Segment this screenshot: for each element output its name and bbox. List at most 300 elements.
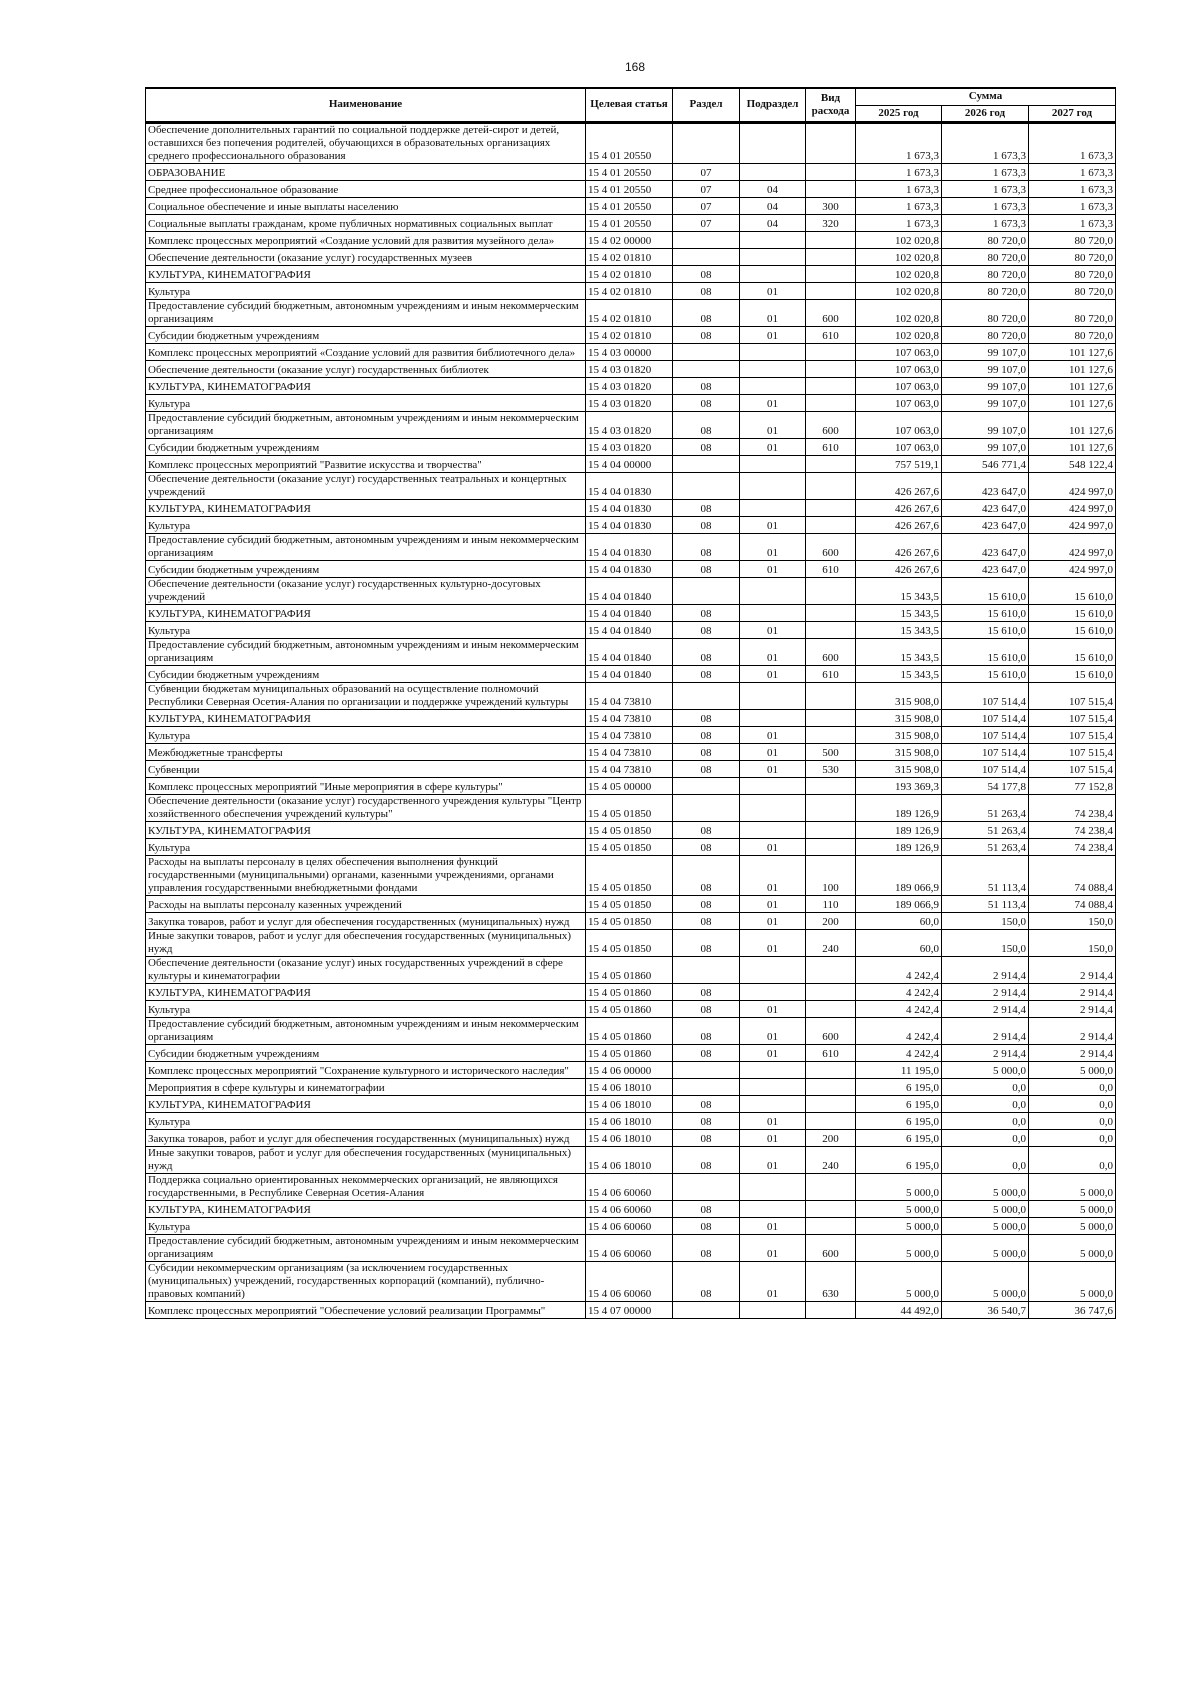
table-row bbox=[146, 499, 1116, 516]
row-sum-2025: 4 242,4 bbox=[856, 956, 942, 983]
row-target-article: 15 4 06 00000 bbox=[586, 1061, 673, 1078]
row-sum-2026: 1 673,3 bbox=[942, 197, 1029, 214]
row-name: Субсидии бюджетным учреждениям bbox=[146, 1044, 586, 1061]
row-target-article: 15 4 01 20550 bbox=[586, 197, 673, 214]
table-row bbox=[146, 821, 1116, 838]
row-sum-2026: 423 647,0 bbox=[942, 560, 1029, 577]
row-subsection: 01 bbox=[740, 1000, 806, 1017]
row-sum-2025: 15 343,5 bbox=[856, 621, 942, 638]
row-name: Предоставление субсидий бюджетным, автономным учреждениям и иным некоммерческим организациям bbox=[146, 299, 586, 326]
row-sum-2026: 15 610,0 bbox=[942, 577, 1029, 604]
row-expense-type bbox=[806, 282, 856, 299]
row-sum-2027: 5 000,0 bbox=[1029, 1261, 1116, 1301]
row-sum-2026: 107 514,4 bbox=[942, 682, 1029, 709]
row-sum-2026: 15 610,0 bbox=[942, 621, 1029, 638]
row-expense-type bbox=[806, 1061, 856, 1078]
row-sum-2027: 424 997,0 bbox=[1029, 499, 1116, 516]
row-section: 08 bbox=[673, 499, 740, 516]
header-subsection: Подраздел bbox=[740, 88, 806, 122]
row-sum-2025: 189 066,9 bbox=[856, 855, 942, 895]
row-expense-type bbox=[806, 621, 856, 638]
row-sum-2025: 6 195,0 bbox=[856, 1146, 942, 1173]
row-sum-2026: 0,0 bbox=[942, 1129, 1029, 1146]
row-sum-2027: 1 673,3 bbox=[1029, 180, 1116, 197]
row-target-article: 15 4 05 01850 bbox=[586, 794, 673, 821]
row-subsection: 01 bbox=[740, 326, 806, 343]
row-sum-2027: 5 000,0 bbox=[1029, 1234, 1116, 1261]
row-section: 08 bbox=[673, 265, 740, 282]
row-section: 08 bbox=[673, 299, 740, 326]
row-name: КУЛЬТУРА, КИНЕМАТОГРАФИЯ bbox=[146, 499, 586, 516]
table-row bbox=[146, 197, 1116, 214]
row-section: 08 bbox=[673, 726, 740, 743]
row-section bbox=[673, 472, 740, 499]
budget-table bbox=[145, 87, 1116, 1319]
row-subsection: 01 bbox=[740, 621, 806, 638]
row-subsection: 01 bbox=[740, 638, 806, 665]
row-name: Закупка товаров, работ и услуг для обеспечения государственных (муниципальных) нужд bbox=[146, 1129, 586, 1146]
row-name: Культура bbox=[146, 1000, 586, 1017]
table-row bbox=[146, 743, 1116, 760]
row-sum-2026: 80 720,0 bbox=[942, 248, 1029, 265]
table-row bbox=[146, 248, 1116, 265]
row-section bbox=[673, 248, 740, 265]
table-row bbox=[146, 214, 1116, 231]
row-sum-2027: 101 127,6 bbox=[1029, 343, 1116, 360]
row-section bbox=[673, 343, 740, 360]
row-expense-type bbox=[806, 1095, 856, 1112]
row-sum-2025: 60,0 bbox=[856, 912, 942, 929]
row-target-article: 15 4 04 01830 bbox=[586, 499, 673, 516]
header-year-2027: 2027 год bbox=[1029, 105, 1116, 122]
row-name: Комплекс процессных мероприятий "Обеспечение условий реализации Программы" bbox=[146, 1301, 586, 1318]
row-expense-type bbox=[806, 1217, 856, 1234]
row-target-article: 15 4 06 18010 bbox=[586, 1146, 673, 1173]
table-row bbox=[146, 472, 1116, 499]
row-target-article: 15 4 04 01840 bbox=[586, 638, 673, 665]
row-subsection bbox=[740, 682, 806, 709]
row-section: 08 bbox=[673, 821, 740, 838]
row-sum-2026: 2 914,4 bbox=[942, 983, 1029, 1000]
row-name: Субсидии бюджетным учреждениям bbox=[146, 560, 586, 577]
row-subsection: 01 bbox=[740, 438, 806, 455]
row-expense-type bbox=[806, 1078, 856, 1095]
row-expense-type bbox=[806, 163, 856, 180]
row-section: 08 bbox=[673, 1112, 740, 1129]
row-target-article: 15 4 06 18010 bbox=[586, 1095, 673, 1112]
row-sum-2027: 80 720,0 bbox=[1029, 282, 1116, 299]
row-name: Обеспечение дополнительных гарантий по социальной поддержке детей-сирот и детей, оставшихся без попечения родителей, обучающихся в образовательных организациях среднего профессионального образования bbox=[146, 122, 586, 163]
row-sum-2027: 1 673,3 bbox=[1029, 163, 1116, 180]
table-row bbox=[146, 621, 1116, 638]
row-subsection bbox=[740, 709, 806, 726]
row-target-article: 15 4 02 01810 bbox=[586, 299, 673, 326]
table-row bbox=[146, 895, 1116, 912]
table-row bbox=[146, 912, 1116, 929]
row-subsection: 01 bbox=[740, 411, 806, 438]
row-expense-type bbox=[806, 821, 856, 838]
row-sum-2027: 2 914,4 bbox=[1029, 1017, 1116, 1044]
row-sum-2026: 107 514,4 bbox=[942, 760, 1029, 777]
row-sum-2027: 80 720,0 bbox=[1029, 265, 1116, 282]
table-row bbox=[146, 577, 1116, 604]
row-name: Субсидии бюджетным учреждениям bbox=[146, 326, 586, 343]
row-expense-type bbox=[806, 248, 856, 265]
row-target-article: 15 4 03 01820 bbox=[586, 394, 673, 411]
row-expense-type: 610 bbox=[806, 560, 856, 577]
row-sum-2027: 107 515,4 bbox=[1029, 726, 1116, 743]
row-name: Расходы на выплаты персоналу в целях обеспечения выполнения функций государственными (муниципальными) органами, казенными учреждениями, органами управления государственными внебюджетными фондами bbox=[146, 855, 586, 895]
row-name: Культура bbox=[146, 1217, 586, 1234]
row-section bbox=[673, 1173, 740, 1200]
row-expense-type bbox=[806, 726, 856, 743]
row-sum-2025: 426 267,6 bbox=[856, 472, 942, 499]
table-row bbox=[146, 343, 1116, 360]
table-row bbox=[146, 265, 1116, 282]
row-target-article: 15 4 03 01820 bbox=[586, 360, 673, 377]
row-expense-type: 600 bbox=[806, 638, 856, 665]
row-expense-type: 610 bbox=[806, 665, 856, 682]
row-sum-2026: 107 514,4 bbox=[942, 743, 1029, 760]
row-expense-type: 600 bbox=[806, 411, 856, 438]
row-expense-type bbox=[806, 180, 856, 197]
row-target-article: 15 4 05 01860 bbox=[586, 1017, 673, 1044]
row-sum-2026: 2 914,4 bbox=[942, 1044, 1029, 1061]
row-sum-2027: 101 127,6 bbox=[1029, 394, 1116, 411]
row-sum-2026: 0,0 bbox=[942, 1095, 1029, 1112]
row-section: 08 bbox=[673, 282, 740, 299]
row-target-article: 15 4 03 01820 bbox=[586, 411, 673, 438]
table-row bbox=[146, 394, 1116, 411]
row-section: 08 bbox=[673, 895, 740, 912]
table-row bbox=[146, 760, 1116, 777]
row-target-article: 15 4 06 60060 bbox=[586, 1234, 673, 1261]
row-sum-2025: 15 343,5 bbox=[856, 665, 942, 682]
row-section: 08 bbox=[673, 377, 740, 394]
row-sum-2026: 5 000,0 bbox=[942, 1200, 1029, 1217]
row-target-article: 15 4 04 01840 bbox=[586, 665, 673, 682]
row-sum-2026: 80 720,0 bbox=[942, 326, 1029, 343]
table-row bbox=[146, 709, 1116, 726]
table-row bbox=[146, 1078, 1116, 1095]
row-sum-2025: 102 020,8 bbox=[856, 299, 942, 326]
table-row bbox=[146, 665, 1116, 682]
row-sum-2026: 0,0 bbox=[942, 1146, 1029, 1173]
row-section: 07 bbox=[673, 197, 740, 214]
row-expense-type bbox=[806, 472, 856, 499]
row-name: Иные закупки товаров, работ и услуг для обеспечения государственных (муниципальных) нужд bbox=[146, 929, 586, 956]
row-expense-type bbox=[806, 1173, 856, 1200]
table-row bbox=[146, 983, 1116, 1000]
row-sum-2026: 423 647,0 bbox=[942, 499, 1029, 516]
row-name: Субвенции бюджетам муниципальных образований на осуществление полномочий Республики Северная Осетия-Алания по организации и поддержке учреждений культуры bbox=[146, 682, 586, 709]
row-section: 08 bbox=[673, 1217, 740, 1234]
row-subsection: 01 bbox=[740, 1044, 806, 1061]
row-sum-2026: 2 914,4 bbox=[942, 956, 1029, 983]
row-sum-2026: 2 914,4 bbox=[942, 1017, 1029, 1044]
row-target-article: 15 4 02 01810 bbox=[586, 282, 673, 299]
row-target-article: 15 4 02 00000 bbox=[586, 231, 673, 248]
row-name: Культура bbox=[146, 516, 586, 533]
row-subsection: 01 bbox=[740, 743, 806, 760]
row-expense-type: 600 bbox=[806, 299, 856, 326]
header-target-article: Целевая статья bbox=[586, 88, 673, 122]
row-subsection: 01 bbox=[740, 1017, 806, 1044]
row-sum-2025: 426 267,6 bbox=[856, 533, 942, 560]
row-sum-2027: 5 000,0 bbox=[1029, 1217, 1116, 1234]
row-section: 08 bbox=[673, 411, 740, 438]
row-name: Субвенции bbox=[146, 760, 586, 777]
row-subsection bbox=[740, 163, 806, 180]
row-name: Комплекс процессных мероприятий «Создание условий для развития музейного дела» bbox=[146, 231, 586, 248]
row-section: 08 bbox=[673, 1146, 740, 1173]
row-name: Иные закупки товаров, работ и услуг для обеспечения государственных (муниципальных) нужд bbox=[146, 1146, 586, 1173]
row-sum-2026: 0,0 bbox=[942, 1078, 1029, 1095]
row-section bbox=[673, 577, 740, 604]
row-sum-2026: 5 000,0 bbox=[942, 1061, 1029, 1078]
row-target-article: 15 4 06 60060 bbox=[586, 1200, 673, 1217]
row-target-article: 15 4 01 20550 bbox=[586, 163, 673, 180]
row-sum-2025: 193 369,3 bbox=[856, 777, 942, 794]
row-subsection bbox=[740, 455, 806, 472]
row-sum-2025: 5 000,0 bbox=[856, 1261, 942, 1301]
row-name: КУЛЬТУРА, КИНЕМАТОГРАФИЯ bbox=[146, 709, 586, 726]
row-sum-2027: 101 127,6 bbox=[1029, 411, 1116, 438]
row-name: Среднее профессиональное образование bbox=[146, 180, 586, 197]
row-sum-2027: 15 610,0 bbox=[1029, 638, 1116, 665]
row-subsection: 01 bbox=[740, 1129, 806, 1146]
row-name: Культура bbox=[146, 621, 586, 638]
row-target-article: 15 4 04 01830 bbox=[586, 533, 673, 560]
row-sum-2026: 5 000,0 bbox=[942, 1234, 1029, 1261]
row-section: 08 bbox=[673, 326, 740, 343]
row-sum-2027: 74 238,4 bbox=[1029, 794, 1116, 821]
row-name: Комплекс процессных мероприятий "Иные мероприятия в сфере культуры" bbox=[146, 777, 586, 794]
row-subsection: 01 bbox=[740, 1112, 806, 1129]
row-subsection: 04 bbox=[740, 180, 806, 197]
row-sum-2027: 1 673,3 bbox=[1029, 197, 1116, 214]
row-name: Предоставление субсидий бюджетным, автономным учреждениям и иным некоммерческим организациям bbox=[146, 1234, 586, 1261]
row-subsection: 01 bbox=[740, 760, 806, 777]
row-sum-2027: 0,0 bbox=[1029, 1146, 1116, 1173]
row-sum-2025: 15 343,5 bbox=[856, 638, 942, 665]
row-name: Мероприятия в сфере культуры и кинематографии bbox=[146, 1078, 586, 1095]
table-row bbox=[146, 1095, 1116, 1112]
table-row bbox=[146, 1000, 1116, 1017]
row-section: 08 bbox=[673, 838, 740, 855]
row-target-article: 15 4 02 01810 bbox=[586, 326, 673, 343]
row-expense-type bbox=[806, 499, 856, 516]
row-expense-type bbox=[806, 1112, 856, 1129]
table-row bbox=[146, 411, 1116, 438]
row-section: 08 bbox=[673, 533, 740, 560]
row-expense-type: 530 bbox=[806, 760, 856, 777]
table-row bbox=[146, 929, 1116, 956]
row-name: Расходы на выплаты персоналу казенных учреждений bbox=[146, 895, 586, 912]
table-row bbox=[146, 1301, 1116, 1318]
row-sum-2025: 44 492,0 bbox=[856, 1301, 942, 1318]
row-name: КУЛЬТУРА, КИНЕМАТОГРАФИЯ bbox=[146, 983, 586, 1000]
row-sum-2027: 77 152,8 bbox=[1029, 777, 1116, 794]
row-section bbox=[673, 231, 740, 248]
row-sum-2025: 6 195,0 bbox=[856, 1129, 942, 1146]
header-sum: Сумма bbox=[856, 88, 1116, 105]
row-sum-2025: 189 126,9 bbox=[856, 838, 942, 855]
row-sum-2027: 424 997,0 bbox=[1029, 472, 1116, 499]
table-row bbox=[146, 1217, 1116, 1234]
table-row bbox=[146, 455, 1116, 472]
row-target-article: 15 4 02 01810 bbox=[586, 248, 673, 265]
row-expense-type bbox=[806, 604, 856, 621]
row-sum-2026: 80 720,0 bbox=[942, 231, 1029, 248]
row-target-article: 15 4 02 01810 bbox=[586, 265, 673, 282]
row-name: Обеспечение деятельности (оказание услуг) государственных театральных и концертных учреждений bbox=[146, 472, 586, 499]
table-row bbox=[146, 855, 1116, 895]
row-sum-2026: 80 720,0 bbox=[942, 299, 1029, 326]
row-sum-2026: 1 673,3 bbox=[942, 163, 1029, 180]
row-target-article: 15 4 04 73810 bbox=[586, 743, 673, 760]
row-section: 08 bbox=[673, 1261, 740, 1301]
row-name: Предоставление субсидий бюджетным, автономным учреждениям и иным некоммерческим организациям bbox=[146, 533, 586, 560]
row-sum-2027: 548 122,4 bbox=[1029, 455, 1116, 472]
row-sum-2026: 107 514,4 bbox=[942, 709, 1029, 726]
row-target-article: 15 4 04 73810 bbox=[586, 709, 673, 726]
row-sum-2027: 2 914,4 bbox=[1029, 983, 1116, 1000]
row-section: 08 bbox=[673, 560, 740, 577]
row-sum-2025: 6 195,0 bbox=[856, 1078, 942, 1095]
row-name: Культура bbox=[146, 282, 586, 299]
row-subsection: 01 bbox=[740, 299, 806, 326]
table-row bbox=[146, 122, 1116, 163]
row-name: Культура bbox=[146, 726, 586, 743]
row-sum-2027: 2 914,4 bbox=[1029, 1000, 1116, 1017]
row-sum-2027: 107 515,4 bbox=[1029, 760, 1116, 777]
table-row bbox=[146, 231, 1116, 248]
row-target-article: 15 4 04 00000 bbox=[586, 455, 673, 472]
row-name: КУЛЬТУРА, КИНЕМАТОГРАФИЯ bbox=[146, 377, 586, 394]
row-name: Обеспечение деятельности (оказание услуг) государственного учреждения культуры "Центр хозяйственного обеспечения учреждений культуры" bbox=[146, 794, 586, 821]
row-sum-2025: 6 195,0 bbox=[856, 1095, 942, 1112]
header-year-2026: 2026 год bbox=[942, 105, 1029, 122]
row-sum-2025: 102 020,8 bbox=[856, 282, 942, 299]
row-section: 08 bbox=[673, 1234, 740, 1261]
row-sum-2026: 150,0 bbox=[942, 929, 1029, 956]
row-target-article: 15 4 04 01840 bbox=[586, 621, 673, 638]
table-row bbox=[146, 1112, 1116, 1129]
table-row bbox=[146, 682, 1116, 709]
row-subsection: 01 bbox=[740, 394, 806, 411]
row-subsection bbox=[740, 343, 806, 360]
row-sum-2025: 60,0 bbox=[856, 929, 942, 956]
row-target-article: 15 4 06 18010 bbox=[586, 1112, 673, 1129]
row-name: Предоставление субсидий бюджетным, автономным учреждениям и иным некоммерческим организациям bbox=[146, 638, 586, 665]
row-sum-2027: 80 720,0 bbox=[1029, 326, 1116, 343]
row-sum-2025: 1 673,3 bbox=[856, 197, 942, 214]
row-sum-2027: 0,0 bbox=[1029, 1129, 1116, 1146]
table-row bbox=[146, 163, 1116, 180]
row-target-article: 15 4 04 01830 bbox=[586, 560, 673, 577]
row-expense-type: 100 bbox=[806, 855, 856, 895]
table-row bbox=[146, 1061, 1116, 1078]
row-section: 08 bbox=[673, 1017, 740, 1044]
row-subsection: 01 bbox=[740, 912, 806, 929]
row-target-article: 15 4 05 01860 bbox=[586, 1000, 673, 1017]
row-target-article: 15 4 05 01850 bbox=[586, 929, 673, 956]
table-row bbox=[146, 1044, 1116, 1061]
row-sum-2025: 315 908,0 bbox=[856, 760, 942, 777]
row-name: ОБРАЗОВАНИЕ bbox=[146, 163, 586, 180]
header-name: Наименование bbox=[146, 88, 586, 122]
row-sum-2025: 5 000,0 bbox=[856, 1217, 942, 1234]
row-subsection bbox=[740, 1061, 806, 1078]
row-expense-type bbox=[806, 1200, 856, 1217]
row-expense-type: 610 bbox=[806, 438, 856, 455]
row-expense-type: 240 bbox=[806, 929, 856, 956]
row-subsection: 01 bbox=[740, 533, 806, 560]
row-target-article: 15 4 04 73810 bbox=[586, 682, 673, 709]
row-target-article: 15 4 06 18010 bbox=[586, 1078, 673, 1095]
row-target-article: 15 4 04 73810 bbox=[586, 726, 673, 743]
row-sum-2027: 80 720,0 bbox=[1029, 248, 1116, 265]
row-sum-2026: 15 610,0 bbox=[942, 604, 1029, 621]
row-sum-2026: 423 647,0 bbox=[942, 472, 1029, 499]
row-sum-2027: 0,0 bbox=[1029, 1095, 1116, 1112]
row-sum-2025: 11 195,0 bbox=[856, 1061, 942, 1078]
row-subsection bbox=[740, 577, 806, 604]
row-section: 08 bbox=[673, 394, 740, 411]
row-name: Социальные выплаты гражданам, кроме публичных нормативных социальных выплат bbox=[146, 214, 586, 231]
table-row bbox=[146, 956, 1116, 983]
row-section bbox=[673, 956, 740, 983]
row-name: Комплекс процессных мероприятий «Создание условий для развития библиотечного дела» bbox=[146, 343, 586, 360]
row-sum-2025: 1 673,3 bbox=[856, 163, 942, 180]
row-subsection bbox=[740, 122, 806, 163]
row-section: 08 bbox=[673, 1000, 740, 1017]
row-section: 08 bbox=[673, 709, 740, 726]
row-target-article: 15 4 05 01860 bbox=[586, 983, 673, 1000]
row-section: 08 bbox=[673, 621, 740, 638]
row-sum-2025: 189 066,9 bbox=[856, 895, 942, 912]
row-name: Предоставление субсидий бюджетным, автономным учреждениям и иным некоммерческим организациям bbox=[146, 1017, 586, 1044]
row-sum-2025: 102 020,8 bbox=[856, 265, 942, 282]
row-section: 08 bbox=[673, 1129, 740, 1146]
row-sum-2026: 0,0 bbox=[942, 1112, 1029, 1129]
row-sum-2025: 1 673,3 bbox=[856, 214, 942, 231]
row-sum-2027: 80 720,0 bbox=[1029, 231, 1116, 248]
row-sum-2026: 51 113,4 bbox=[942, 895, 1029, 912]
row-section bbox=[673, 1061, 740, 1078]
row-target-article: 15 4 07 00000 bbox=[586, 1301, 673, 1318]
row-name: Обеспечение деятельности (оказание услуг) государственных культурно-досуговых учреждений bbox=[146, 577, 586, 604]
row-subsection bbox=[740, 1301, 806, 1318]
row-expense-type bbox=[806, 682, 856, 709]
row-subsection bbox=[740, 248, 806, 265]
row-sum-2027: 424 997,0 bbox=[1029, 560, 1116, 577]
row-subsection: 01 bbox=[740, 665, 806, 682]
table-row bbox=[146, 1129, 1116, 1146]
row-target-article: 15 4 04 01830 bbox=[586, 472, 673, 499]
row-name: Субсидии некоммерческим организациям (за исключением государственных (муниципальных) учреждений, государственных корпораций (компаний), публично-правовых компаний) bbox=[146, 1261, 586, 1301]
row-sum-2026: 423 647,0 bbox=[942, 533, 1029, 560]
row-sum-2027: 2 914,4 bbox=[1029, 956, 1116, 983]
row-subsection bbox=[740, 360, 806, 377]
row-sum-2027: 80 720,0 bbox=[1029, 299, 1116, 326]
row-section: 08 bbox=[673, 438, 740, 455]
row-sum-2025: 4 242,4 bbox=[856, 983, 942, 1000]
row-name: Обеспечение деятельности (оказание услуг) государственных библиотек bbox=[146, 360, 586, 377]
row-section: 08 bbox=[673, 855, 740, 895]
row-sum-2027: 74 238,4 bbox=[1029, 838, 1116, 855]
